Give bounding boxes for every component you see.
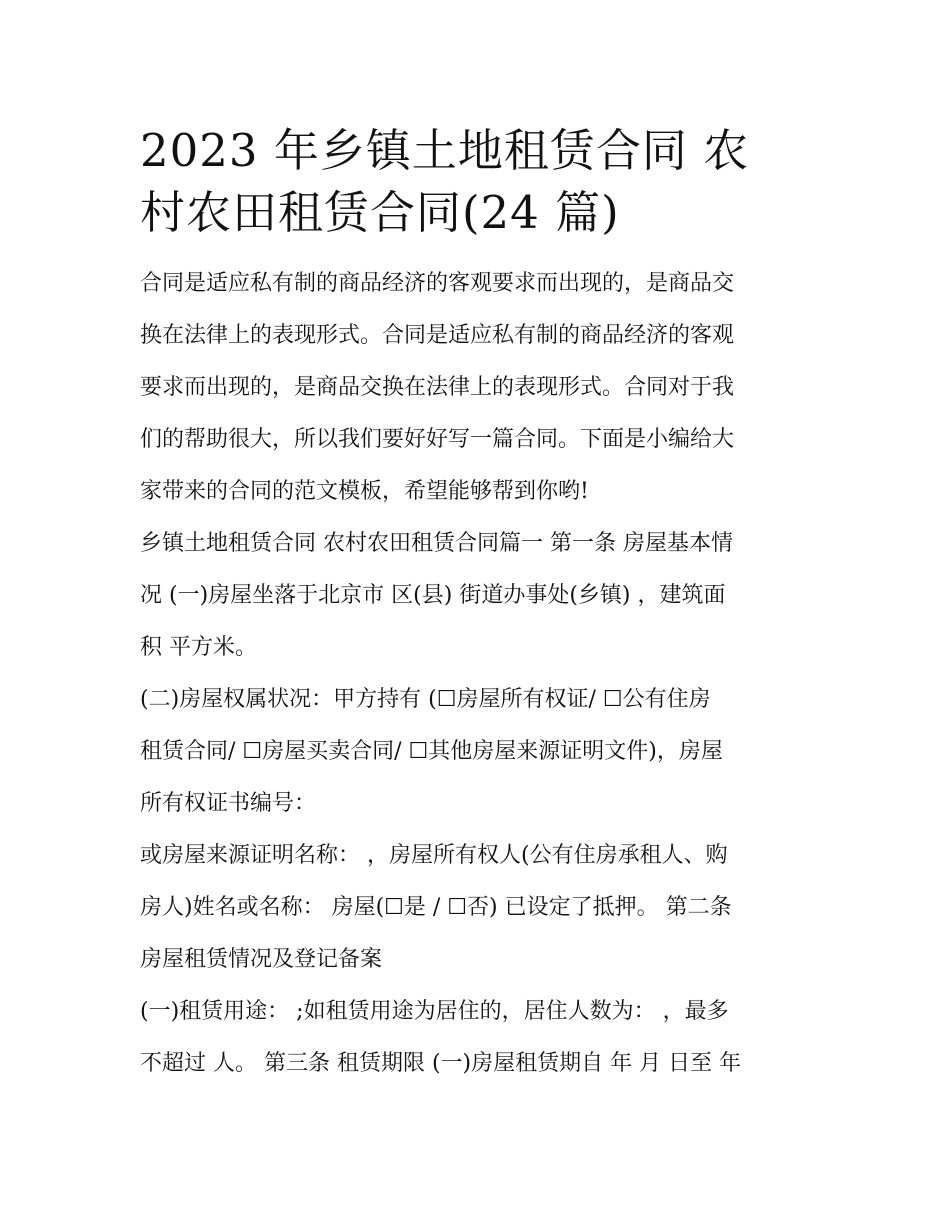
paragraph-intro xyxy=(140,258,820,518)
text-line: 换在法律上的表现形式。合同是适应私有制的商品经济的客观 xyxy=(140,323,735,348)
paragraph-lease-use xyxy=(140,986,820,1090)
document-body xyxy=(140,258,820,1090)
paragraph-article-1 xyxy=(140,518,820,674)
paragraph-ownership xyxy=(140,674,820,830)
title-line: 2023 年乡镇土地租赁合同 农 xyxy=(140,124,750,177)
text-line: 乡镇土地租赁合同 农村农田租赁合同篇一 第一条 房屋基本情 xyxy=(140,531,733,556)
title-line: 村农田租赁合同(24 篇) xyxy=(140,186,620,239)
document-page xyxy=(140,120,820,1090)
text-line: 所有权证书编号： xyxy=(140,791,317,816)
text-line: (一)租赁用途： ;如租赁用途为居住的，居住人数为： ，最多 xyxy=(140,999,729,1024)
text-line: 不超过 人。 第三条 租赁期限 (一)房屋租赁期自 年 月 日至 年 xyxy=(140,1051,742,1076)
paragraph-owner-info xyxy=(140,830,820,986)
text-line: (二)房屋权属状况：甲方持有 (☐房屋所有权证/ ☐公有住房 xyxy=(140,687,711,712)
text-line: 租赁合同/ ☐房屋买卖合同/ ☐其他房屋来源证明文件)，房屋 xyxy=(140,739,723,764)
text-line: 积 平方米。 xyxy=(140,635,257,660)
document-title xyxy=(140,120,820,244)
text-line: 家带来的合同的范文模板，希望能够帮到你哟! xyxy=(140,479,589,504)
text-line: 或房屋来源证明名称： ，房屋所有权人(公有住房承租人、购 xyxy=(140,843,728,868)
text-line: 房人)姓名或名称： 房屋(☐是 / ☐否) 已设定了抵押。 第二条 xyxy=(140,895,732,920)
text-line: 们的帮助很大，所以我们要好好写一篇合同。下面是小编给大 xyxy=(140,427,735,452)
text-line: 房屋租赁情况及登记备案 xyxy=(140,947,383,972)
text-line: 况 (一)房屋坐落于北京市 区(县) 街道办事处(乡镇) ，建筑面 xyxy=(140,583,726,608)
text-line: 合同是适应私有制的商品经济的客观要求而出现的，是商品交 xyxy=(140,271,735,296)
text-line: 要求而出现的，是商品交换在法律上的表现形式。合同对于我 xyxy=(140,375,735,400)
